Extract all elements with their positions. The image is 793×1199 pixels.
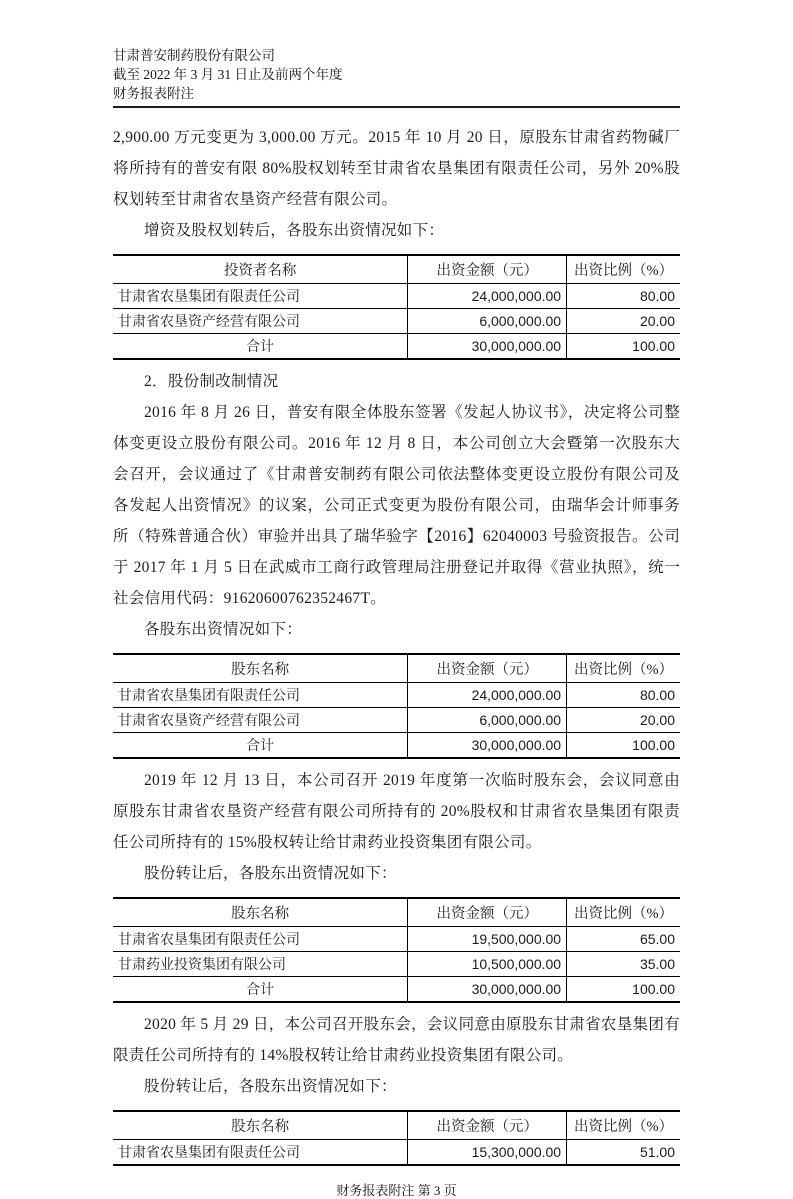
amount-cell: 24,000,000.00 <box>408 284 567 309</box>
column-header-shareholder-name: 股东名称 <box>113 1111 408 1140</box>
header-company-name: 甘肃普安制药股份有限公司 <box>113 48 275 63</box>
shareholder-name-cell: 甘肃省农垦集团有限责任公司 <box>113 1140 408 1166</box>
table-row <box>113 708 680 733</box>
shareholder-name-cell: 甘肃省农垦集团有限责任公司 <box>113 683 408 708</box>
shareholder-table-2019 <box>113 897 680 1003</box>
amount-cell: 24,000,000.00 <box>408 683 567 708</box>
header-divider <box>113 106 680 108</box>
ratio-cell: 100.00 <box>632 981 675 997</box>
lead-capital-increase: 增资及股权划转后，各股东出资情况如下： <box>144 222 445 239</box>
lead-shareholders-2016: 各股东出资情况如下： <box>144 621 303 638</box>
amount-cell: 19,500,000.00 <box>408 927 567 952</box>
column-header-amount: 出资金额（元） <box>408 898 567 927</box>
column-header-amount: 出资金额（元） <box>408 1111 567 1140</box>
shareholder-name-cell: 甘肃省农垦资产经营有限公司 <box>113 309 408 334</box>
amount-cell: 6,000,000.00 <box>408 309 567 334</box>
column-header-ratio: 出资比例（%） <box>567 255 680 284</box>
table-row <box>113 1140 680 1166</box>
shareholder-name-cell: 甘肃省农垦资产经营有限公司 <box>113 708 408 733</box>
table-row <box>113 927 680 952</box>
ratio-cell: 100.00 <box>632 737 675 753</box>
table-row <box>113 309 680 334</box>
lead-shareholders-2019: 股份转让后，各股东出资情况如下： <box>144 865 397 882</box>
shareholder-table-2015 <box>113 254 680 360</box>
ratio-cell: 51.00 <box>639 1144 675 1160</box>
amount-cell: 30,000,000.00 <box>408 977 567 1003</box>
total-label-cell: 合计 <box>113 334 408 360</box>
header-report-period: 截至 2022 年 3 月 31 日止及前两个年度 <box>113 67 343 82</box>
column-header-shareholder-name: 股东名称 <box>113 898 408 927</box>
table-row <box>113 284 680 309</box>
column-header-ratio: 出资比例（%） <box>567 1111 680 1140</box>
amount-cell: 30,000,000.00 <box>408 334 567 360</box>
paragraph-capital-change: 2,900.00 万元变更为 3,000.00 万元。2015 年 10 月 20 日，原股东甘肃省药物碱厂将所持有的普安有限 80%股权划转至甘肃省农垦集团有限责任公司，另外 20%股权划转至甘肃省农垦资产经营有限公司。 <box>113 129 680 208</box>
column-header-amount: 出资金额（元） <box>408 255 567 284</box>
ratio-cell: 100.00 <box>632 338 675 354</box>
column-header-ratio: 出资比例（%） <box>567 898 680 927</box>
ratio-cell: 80.00 <box>567 683 680 708</box>
table-total-row <box>113 334 680 360</box>
section-2-title: 2．股份制改制情况 <box>144 373 279 390</box>
column-header-shareholder-name: 股东名称 <box>113 654 408 683</box>
paragraph-restructuring: 2016 年 8 月 26 日，普安有限全体股东签署《发起人协议书》，决定将公司整体变更设立股份有限公司。2016 年 12 月 8 日，本公司创立大会暨第一次股东大会召开，会议通过了《甘肃普安制药有限公司依法整体变更设立股份有限公司及各发起人出资情况》的议案，公司正式变更为股份有限公司，由瑞华会计师事务所（特殊普通合伙）审验并出具了瑞华验字【2016】62040003 号验资报告。公司于 2017 年 1 月 5 日在武威市工商行政管理局注册登记并取得《营业执照》，统一社会信用代码：91620600762352467T。 <box>113 404 680 607</box>
amount-cell: 15,300,000.00 <box>408 1140 567 1166</box>
column-header-investor-name: 投资者名称 <box>113 255 408 284</box>
table-row <box>113 683 680 708</box>
ratio-cell: 20.00 <box>567 309 680 334</box>
page-header <box>113 46 680 103</box>
shareholder-table-2020 <box>113 1110 680 1166</box>
amount-cell: 10,500,000.00 <box>408 952 567 977</box>
shareholder-table-2016 <box>113 653 680 759</box>
header-doc-title: 财务报表附注 <box>113 86 194 101</box>
amount-cell: 6,000,000.00 <box>408 708 567 733</box>
amount-cell: 30,000,000.00 <box>408 733 567 759</box>
shareholder-name-cell: 甘肃药业投资集团有限公司 <box>113 952 408 977</box>
lead-shareholders-2020: 股份转让后，各股东出资情况如下： <box>144 1078 397 1095</box>
table-total-row <box>113 733 680 759</box>
total-label-cell: 合计 <box>113 733 408 759</box>
paragraph-transfer-2019: 2019 年 12 月 13 日，本公司召开 2019 年度第一次临时股东会，会议同意由原股东甘肃省农垦资产经营有限公司所持有的 20%股权和甘肃省农垦集团有限责任公司所持有的 15%股权转让给甘肃药业投资集团有限公司。 <box>113 772 680 851</box>
total-label-cell: 合计 <box>113 977 408 1003</box>
ratio-cell: 35.00 <box>567 952 680 977</box>
ratio-cell: 20.00 <box>567 708 680 733</box>
page-footer: 财务报表附注 第 3 页 <box>336 1183 457 1198</box>
table-header-row <box>113 255 680 284</box>
table-total-row <box>113 977 680 1003</box>
shareholder-name-cell: 甘肃省农垦集团有限责任公司 <box>113 927 408 952</box>
paragraph-transfer-2020: 2020 年 5 月 29 日，本公司召开股东会，会议同意由原股东甘肃省农垦集团有限责任公司所持有的 14%股权转让给甘肃药业投资集团有限公司。 <box>113 1016 680 1064</box>
shareholder-name-cell: 甘肃省农垦集团有限责任公司 <box>113 284 408 309</box>
ratio-cell: 80.00 <box>567 284 680 309</box>
table-row <box>113 952 680 977</box>
table-header-row <box>113 654 680 683</box>
column-header-amount: 出资金额（元） <box>408 654 567 683</box>
ratio-cell: 65.00 <box>567 927 680 952</box>
table-header-row <box>113 898 680 927</box>
table-header-row <box>113 1111 680 1140</box>
column-header-ratio: 出资比例（%） <box>567 654 680 683</box>
